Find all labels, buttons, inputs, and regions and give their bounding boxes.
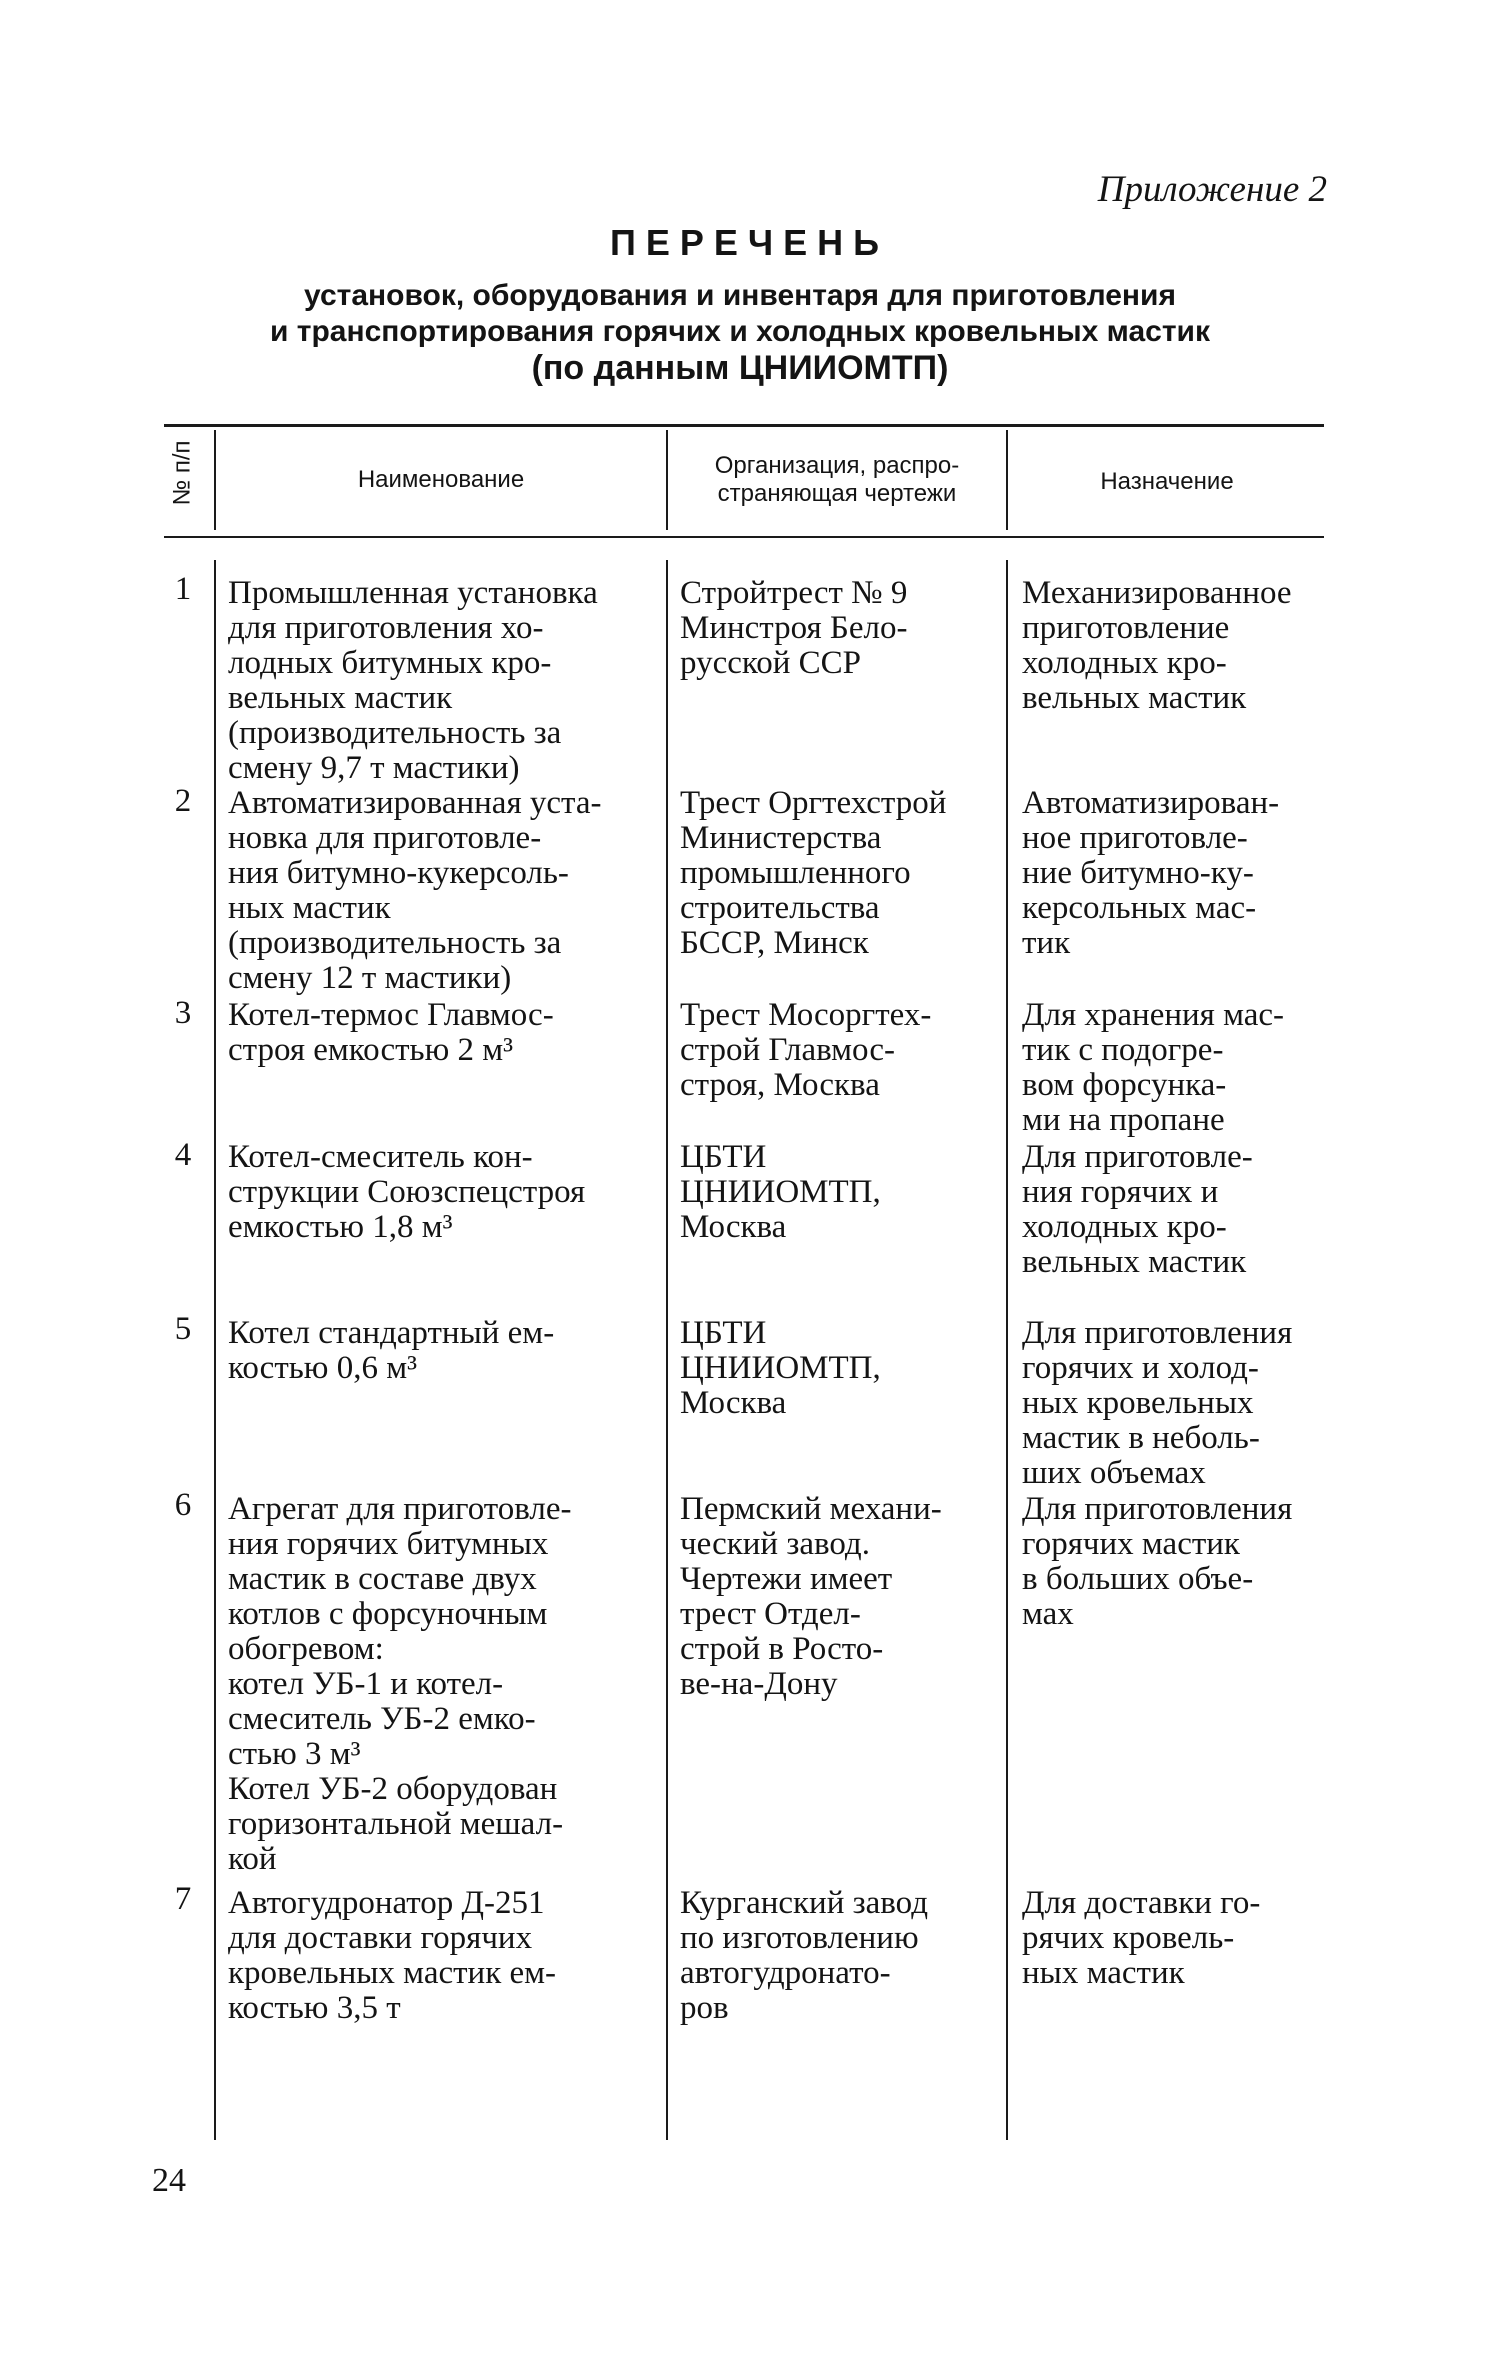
header-name: Наименование (357, 466, 525, 493)
row-number: 1 (174, 571, 192, 607)
table-header-rule (164, 536, 1324, 538)
row-name: Котел-смеситель кон- струкции Союзспецстроя емкостью 1,8 м³ (228, 1139, 586, 1245)
row-organization: Пермский механи- ческий завод. Чертежи имеет трест Отдел- строй в Росто- ве-на-Дону (680, 1491, 942, 1702)
header-divider-3 (1006, 430, 1008, 530)
header-num (148, 428, 218, 518)
header-divider-2 (666, 430, 668, 530)
row-organization: Курганский завод по изготовлению автогудронато- ров (680, 1885, 928, 2026)
row-number: 7 (174, 1881, 192, 1917)
document-subtitle (150, 278, 1330, 386)
subtitle-line-1: установок, оборудования и инвентаря для приготовления (304, 279, 1176, 312)
row-organization: Трест Оргтехстрой Министерства промышленного строительства БССР, Минск (680, 785, 947, 961)
row-purpose: Для хранения мас- тик с подогре- вом форсунка- ми на пропане (1022, 997, 1285, 1138)
row-organization: ЦБТИ ЦНИИОМТП, Москва (680, 1139, 881, 1245)
row-name: Агрегат для приготовле- ния горячих битумных мастик в составе двух котлов с форсуночным обогревом: котел УБ-1 и котел- смеситель УБ-2 емко- стью 3 м³ Котел УБ-2 оборудован горизонтальной мешал- кой (228, 1491, 572, 1877)
row-purpose: Механизированное приготовление холодных кро- вельных мастик (1022, 575, 1292, 716)
row-purpose: Для приготовления горячих и холод- ных кровельных мастик в неболь- ших объемах (1022, 1315, 1293, 1491)
row-purpose: Для приготовле- ния горячих и холодных кро- вельных мастик (1022, 1139, 1253, 1280)
table-top-rule (164, 424, 1324, 427)
row-number: 4 (174, 1137, 192, 1173)
row-organization: Стройтрест № 9 Минстроя Бело- русской ССР (680, 575, 908, 681)
row-purpose: Автоматизирован- ное приготовле- ние битумно-ку- керсольных мас- тик (1022, 785, 1280, 961)
row-purpose: Для приготовления горячих мастик в больших объе- мах (1022, 1491, 1293, 1632)
row-number: 5 (174, 1311, 192, 1347)
document-title: ПЕРЕЧЕНЬ (609, 222, 890, 263)
row-number: 6 (174, 1487, 192, 1523)
subtitle-line-3: (по данным ЦНИИОМТП) (531, 349, 949, 387)
page-number: 24 (152, 2162, 186, 2199)
row-name: Автоматизированная уста- новка для приготовле- ния битумно-кукерсоль- ных мастик (производительность за смену 12 т мастики) (228, 785, 602, 996)
row-organization: ЦБТИ ЦНИИОМТП, Москва (680, 1315, 881, 1421)
row-purpose: Для доставки го- рячих кровель- ных мастик (1022, 1885, 1261, 1991)
header-num-label: № п/п (168, 440, 196, 506)
row-name: Промышленная установка для приготовления хо- лодных битумных кро- вельных мастик (производительность за смену 9,7 т мастики) (228, 575, 598, 786)
header-purpose: Назначение (1100, 468, 1234, 495)
row-number: 2 (174, 783, 192, 819)
body-divider-2 (666, 560, 668, 2140)
row-name: Автогудронатор Д-251 для доставки горячих кровельных мастик ем- костью 3,5 т (228, 1885, 557, 2026)
body-divider-3 (1006, 560, 1008, 2140)
row-organization: Трест Мосоргтех- строй Главмос- строя, Москва (680, 997, 932, 1103)
appendix-label: Приложение 2 (1097, 169, 1327, 210)
row-name: Котел стандартный ем- костью 0,6 м³ (228, 1315, 555, 1386)
header-org: Организация, распро- страняющая чертежи (714, 452, 960, 507)
subtitle-line-2: и транспортирования горячих и холодных кровельных мастик (270, 315, 1210, 348)
row-name: Котел-термос Главмос- строя емкостью 2 м³ (228, 997, 554, 1068)
row-number: 3 (174, 995, 192, 1031)
